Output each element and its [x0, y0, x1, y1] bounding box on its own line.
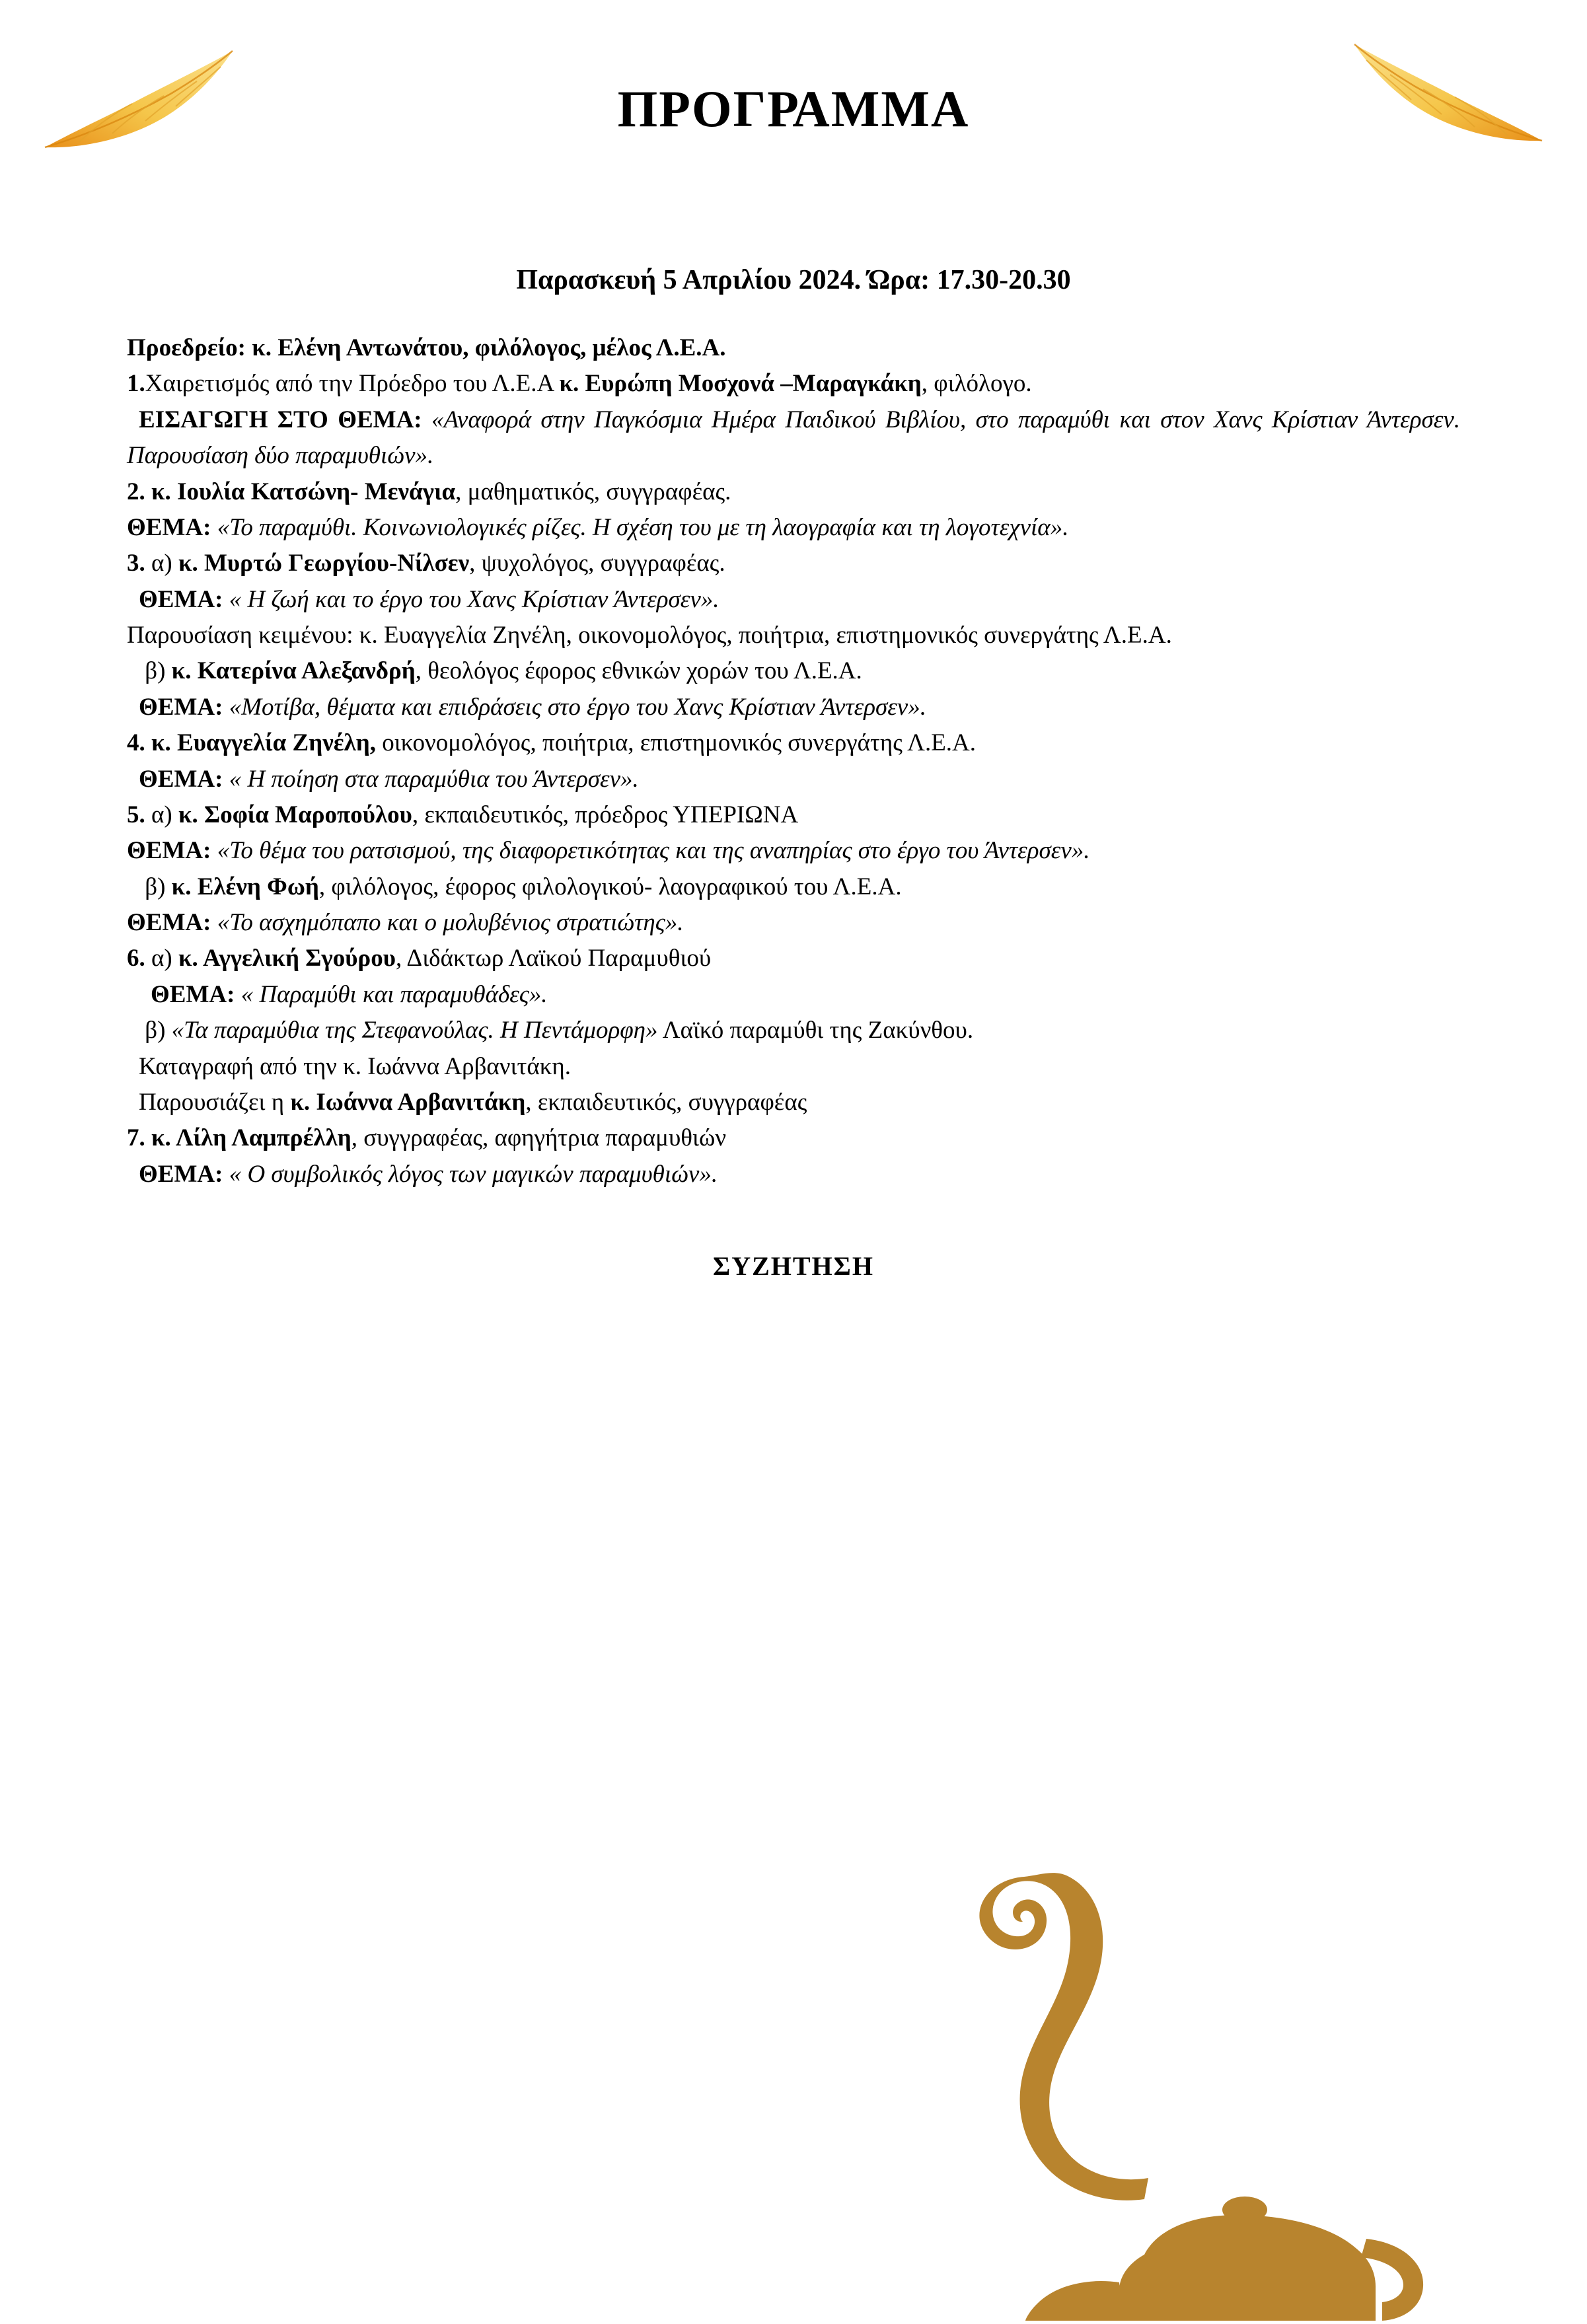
agenda-item-1-theme	[127, 402, 1460, 474]
item-7-speaker-role: , συγγραφέας, αφηγήτρια παραμυθιών	[351, 1124, 727, 1152]
magic-lamp-icon	[946, 1792, 1448, 2321]
item-5-b-marker: β)	[139, 873, 172, 900]
item-2-speaker: . κ. Ιουλία Κατσώνη- Μενάγια	[139, 478, 456, 505]
agenda-item-6-line-a	[127, 941, 1460, 976]
item-3-a-marker: α)	[145, 550, 178, 577]
item-3-a-speaker: κ. Μυρτώ Γεωργίου-Νίλσεν	[178, 550, 470, 577]
item-2-theme-label: ΘΕΜΑ:	[127, 513, 211, 541]
agenda-item-5-line-a	[127, 797, 1460, 833]
item-1-text-a: Χαιρετισμός από την Πρόεδρο του Λ.Ε.Α	[145, 370, 560, 398]
item-6-presents-speaker: κ. Ιωάννα Αρβανιτάκη	[290, 1088, 526, 1116]
item-2-theme-text: «Το παραμύθι. Κοινωνιολογικές ρίζες. Η σχέση του με τη λαογραφία και τη λογοτεχνία».	[217, 513, 1069, 541]
item-5-b-speaker-role: , φιλόλογος, έφορος φιλολογικού- λαογραφικού του Λ.Ε.Α.	[318, 873, 902, 900]
event-date: Παρασκευή 5 Απριλίου 2024. Ώρα: 17.30-20.30	[516, 265, 1071, 295]
item-3-presentation-text: Παρουσίαση κειμένου: κ. Ευαγγελία Ζηνέλη, οικονομολόγος, ποιήτρια, επιστημονικός συνεργάτης Λ.Ε.Α.	[127, 622, 1172, 649]
agenda-item-4-theme	[127, 762, 1460, 797]
agenda-item-5-theme-b	[127, 905, 1460, 941]
agenda-item-7-line	[127, 1120, 1460, 1156]
item-5-a-speaker: κ. Σοφία Μαροπούλου	[178, 801, 412, 828]
document-body	[127, 264, 1460, 1282]
item-3-b-speaker-role: , θεολόγος έφορος εθνικών χορών του Λ.Ε.Α.	[415, 657, 862, 685]
item-1-number: 1.	[127, 370, 145, 398]
item-4-theme-text: « Η ποίηση στα παραμύθια του Άντερσεν».	[229, 765, 639, 793]
item-3-b-theme-text: «Μοτίβα, θέματα και επιδράσεις στο έργο του Χανς Κρίστιαν Άντερσεν».	[229, 693, 926, 721]
item-3-a-theme-text: « Η ζωή και το έργο του Χανς Κρίστιαν Άντερσεν».	[229, 585, 720, 613]
item-3-a-speaker-role: , ψυχολόγος, συγγραφέας.	[469, 550, 725, 577]
agenda-item-6-line-b	[127, 1013, 1460, 1048]
item-5-a-theme-text: «Το θέμα του ρατσισμού, της διαφορετικότητας και της αναπηρίας στο έργο του Άντερσεν».	[217, 837, 1090, 865]
item-6-a-theme-text: « Παραμύθι και παραμυθάδες».	[240, 980, 548, 1008]
item-6-recording-text: Καταγραφή από την κ. Ιωάννα Αρβανιτάκη.	[139, 1052, 571, 1080]
item-3-number: 3.	[127, 550, 145, 577]
item-5-a-speaker-role: , εκπαιδευτικός, πρόεδρος ΥΠΕΡΙΩΝΑ	[412, 801, 799, 828]
agenda-item-6-theme-a	[127, 977, 1460, 1013]
item-7-number: 7.	[127, 1124, 145, 1152]
item-4-speaker-role: οικονομολόγος, ποιήτρια, επιστημονικός συνεργάτης Λ.Ε.Α.	[376, 729, 977, 757]
closing-section: ΣΥΖΗΤΗΣΗ	[713, 1251, 874, 1281]
agenda-item-6-recording	[127, 1049, 1460, 1085]
item-3-b-theme-label: ΘΕΜΑ:	[139, 693, 223, 721]
item-6-b-theme-text: «Τα παραμύθια της Στεφανούλας. Η Πεντάμορφη»	[171, 1017, 658, 1044]
item-5-b-speaker: κ. Ελένη Φωή	[171, 873, 319, 900]
document-header	[0, 0, 1587, 218]
agenda-item-3-theme-a	[127, 582, 1460, 618]
agenda-item-2-line	[127, 474, 1460, 510]
item-5-b-theme-label: ΘΕΜΑ:	[127, 909, 211, 936]
item-6-a-theme-label: ΘΕΜΑ:	[151, 980, 235, 1008]
item-1-text-b: , φιλόλογο.	[921, 370, 1032, 398]
agenda-item-3-line-b	[127, 653, 1460, 689]
item-5-a-theme-label: ΘΕΜΑ:	[127, 837, 211, 865]
item-5-b-theme-text: «Το ασχημόπαπο και ο μολυβένιος στρατιώτης».	[217, 909, 684, 936]
item-1-speaker: κ. Ευρώπη Μοσχονά –Μαραγκάκη	[559, 370, 922, 398]
chair-line	[127, 330, 1460, 366]
item-2-speaker-role: , μαθηματικός, συγγραφέας.	[455, 478, 731, 505]
agenda-item-2-theme	[127, 510, 1460, 546]
item-6-a-speaker-role: , Διδάκτωρ Λαϊκού Παραμυθιού	[395, 945, 712, 972]
item-4-speaker: κ. Ευαγγελία Ζηνέλη,	[145, 729, 377, 757]
item-1-theme-text: «Αναφορά στην Παγκόσμια Ημέρα Παιδικού Βιβλίου, στο παραμύθι και στον Χανς Κρίστιαν Άντερσεν. Παρουσίαση δύο παραμυθιών».	[127, 406, 1460, 470]
agenda-item-5-theme-a	[127, 833, 1460, 869]
chair-text: Προεδρείο: κ. Ελένη Αντωνάτου, φιλόλογος, μέλος Λ.Ε.Α.	[127, 334, 726, 361]
agenda-item-3-presentation	[127, 618, 1460, 653]
item-6-b-tail: Λαϊκό παραμύθι της Ζακύνθου.	[657, 1017, 974, 1044]
item-7-speaker: κ. Λίλη Λαμπρέλλη	[145, 1124, 351, 1152]
item-1-theme-label: ΕΙΣΑΓΩΓΗ ΣΤΟ ΘΕΜΑ:	[139, 406, 422, 433]
page-title: ΠΡΟΓΡΑΜΜΑ	[617, 80, 970, 137]
item-6-a-marker: α)	[145, 945, 178, 972]
item-7-theme-label: ΘΕΜΑ:	[139, 1160, 223, 1188]
item-2-number: 2	[127, 478, 139, 505]
item-3-a-theme-label: ΘΕΜΑ:	[139, 585, 223, 613]
item-6-presents-a: Παρουσιάζει η	[139, 1088, 291, 1116]
item-6-a-speaker: κ. Αγγελική Σγούρου	[178, 945, 396, 972]
agenda-item-5-line-b	[127, 869, 1460, 905]
agenda-item-4-line	[127, 725, 1460, 761]
agenda-item-6-presenter	[127, 1085, 1460, 1120]
item-6-presents-b: , εκπαιδευτικός, συγγραφέας	[525, 1088, 807, 1116]
agenda-item-3-theme-b	[127, 690, 1460, 725]
item-4-number: 4.	[127, 729, 145, 757]
item-3-b-marker: β)	[139, 657, 172, 685]
agenda-item-1-line	[127, 366, 1460, 402]
item-6-b-marker: β)	[139, 1017, 172, 1044]
item-3-b-speaker: κ. Κατερίνα Αλεξανδρή	[171, 657, 416, 685]
item-5-a-marker: α)	[145, 801, 178, 828]
item-6-number: 6.	[127, 945, 145, 972]
item-7-theme-text: « Ο συμβολικός λόγος των μαγικών παραμυθιών».	[229, 1160, 718, 1188]
item-4-theme-label: ΘΕΜΑ:	[139, 765, 223, 793]
agenda-item-7-theme	[127, 1157, 1460, 1192]
autumn-leaf-icon-right	[1349, 30, 1547, 155]
item-5-number: 5.	[127, 801, 145, 828]
agenda-item-3-line-a	[127, 546, 1460, 581]
